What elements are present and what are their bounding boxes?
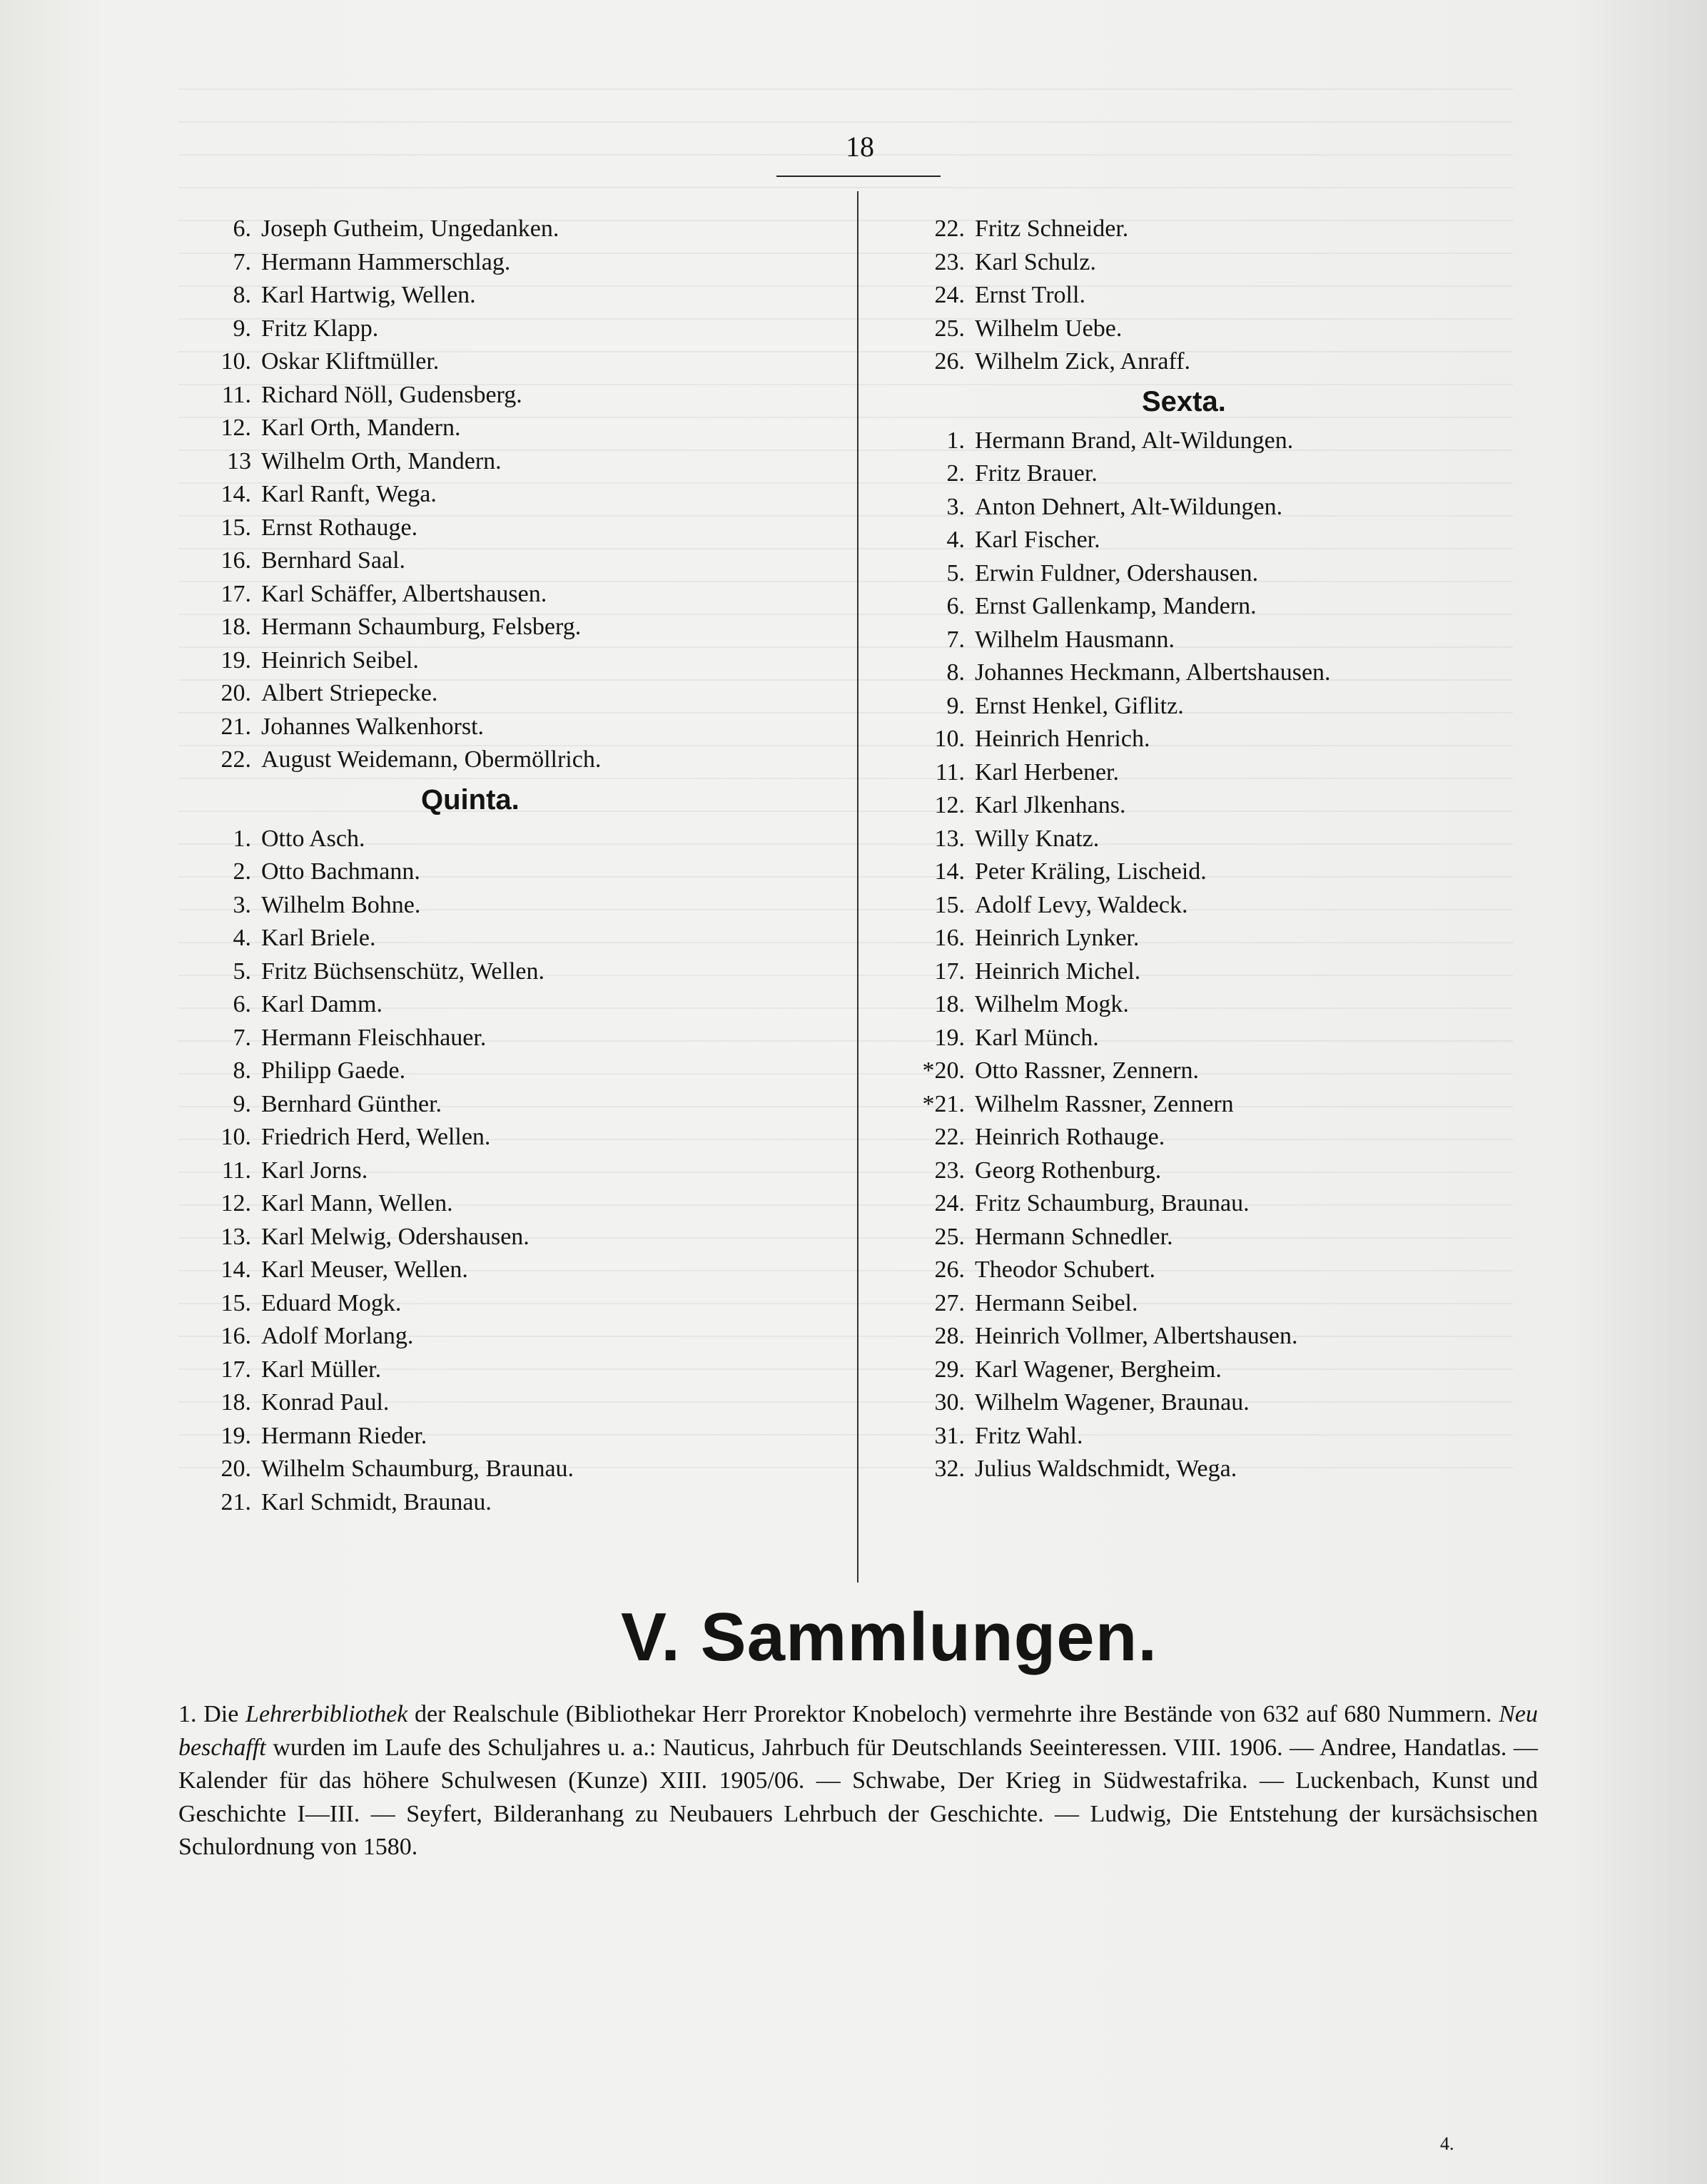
list-item-number: 31. [934,1422,965,1449]
list-item [171,213,842,246]
list-item [885,1320,1527,1353]
list-item [171,1088,842,1122]
list-item-name: Otto Rassner, Zennern. [975,1057,1200,1084]
list-item-name: Wilhelm Zick, Anraff. [975,348,1191,375]
list-item-number: 13. [934,825,965,852]
column-divider [857,191,858,1583]
list-item-number: 30. [934,1389,965,1416]
list-item-number: 18. [221,1389,251,1416]
list-item [171,379,842,412]
list-item-name: Hermann Seibel. [975,1289,1138,1316]
list-item-number: 12. [934,792,965,818]
list-item-name: Willy Knatz. [975,825,1100,852]
list-item [885,246,1527,280]
list-item-name: Karl Briele. [261,925,376,951]
list-item-number: 15. [221,514,251,541]
list-item-number: 27. [934,1289,965,1316]
list-item-name: Oskar Kliftmüller. [261,348,440,375]
list-item [885,1154,1527,1188]
list-item [171,1320,842,1353]
list-item-name: Anton Dehnert, Alt-Wildungen. [975,493,1283,520]
list-item-number: 6. [233,215,251,242]
list-item [885,756,1527,790]
list-item [885,889,1527,923]
list-item-name: Konrad Paul. [261,1389,390,1416]
list-item [171,1453,842,1486]
list-item-name: August Weidemann, Obermöllrich. [261,746,602,773]
list-item-name: Johannes Heckmann, Albertshausen. [975,659,1331,686]
list-item-number: 3. [233,891,251,918]
list-item [171,743,842,777]
header-rule [776,176,941,177]
list-item-number: 24. [934,282,965,308]
list-item-name: Karl Schäffer, Albertshausen. [261,580,547,607]
list-item [171,478,842,512]
list-item [171,578,842,611]
list-item-name: Erwin Fuldner, Odershausen. [975,559,1259,586]
list-item-name: Karl Münch. [975,1024,1099,1051]
list-item-name: Friedrich Herd, Wellen. [261,1124,491,1150]
list-item-name: Heinrich Seibel. [261,646,419,674]
collections-paragraph [178,1698,1538,1864]
list-item-number: 7. [946,626,965,653]
list-item [171,1254,842,1287]
list-item [885,524,1527,557]
list-item [171,1154,842,1188]
list-item-name: Wilhelm Orth, Mandern. [261,447,502,474]
list-item-number: 20. [221,1456,251,1482]
list-item-name: Heinrich Henrich. [975,726,1150,752]
student-list-sexta [885,425,1527,1486]
list-item [171,988,842,1022]
list-item [171,644,842,678]
list-item [171,1187,842,1221]
list-item [885,1088,1527,1122]
list-item-name: Heinrich Michel. [975,958,1141,985]
list-item-name: Heinrich Rothauge. [975,1124,1165,1150]
list-item [171,711,842,744]
list-item-number: 16. [221,1323,251,1349]
list-item-number: 23. [934,1157,965,1184]
list-item-name: Hermann Fleischhauer. [261,1024,487,1051]
list-item-number: 3. [946,493,965,520]
list-item [171,544,842,578]
list-item [885,345,1527,379]
list-item-name: Johannes Walkenhorst. [261,713,485,740]
list-item-number: 25. [934,315,965,342]
list-item-name: Karl Orth, Mandern. [261,415,461,441]
list-item-number: 2. [946,460,965,487]
student-list-quarta-continued [171,213,842,777]
list-item-number: 9. [233,315,251,342]
list-item [885,1254,1527,1287]
list-item [885,955,1527,989]
list-item-number: 10. [934,726,965,752]
list-item-name: Adolf Levy, Waldeck. [975,891,1188,918]
list-item-number: 14. [221,1256,251,1283]
list-item-number: 4. [946,527,965,553]
list-item-number: 26. [934,348,965,375]
list-item [885,855,1527,889]
list-item [885,213,1527,246]
list-item-number: 9. [946,692,965,719]
list-item-name: Fritz Brauer. [975,460,1098,487]
list-item [171,1121,842,1154]
list-item-number: 12. [221,415,251,441]
list-item-number: 20. [221,680,251,706]
list-item-number: 24. [934,1190,965,1217]
list-item-number: 17. [221,1356,251,1383]
list-item-number: 7. [233,248,251,275]
list-item-number: 22. [221,746,251,773]
para-italic-1: Lehrerbibliothek [245,1701,408,1727]
list-item-name: Fritz Wahl. [975,1422,1083,1449]
list-item-name: Karl Müller. [261,1356,382,1383]
list-item [171,412,842,445]
list-item-name: Fritz Klapp. [261,315,379,342]
list-item-name: Karl Jlkenhans. [975,792,1126,818]
list-item-name: Wilhelm Rassner, Zennern [975,1090,1234,1117]
list-item-number: 16. [934,925,965,951]
list-item-number: 21. [221,713,251,740]
list-item-number: 10. [221,1124,251,1150]
list-item [171,1486,842,1520]
list-item-name: Wilhelm Uebe. [975,315,1123,342]
list-item-name: Hermann Schaumburg, Felsberg. [261,614,582,640]
list-item-number: 14. [221,481,251,507]
list-item-number: 6. [946,593,965,619]
heading-quinta: Quinta. [421,783,520,816]
list-item-name: Otto Bachmann. [261,858,420,885]
right-column [885,213,1527,1486]
list-item [885,789,1527,823]
list-item-number: 22. [934,215,965,242]
list-item-name: Theodor Schubert. [975,1256,1156,1283]
list-item-name: Karl Schmidt, Braunau. [261,1488,492,1515]
list-item-number: 9. [233,1090,251,1117]
list-item [171,1353,842,1387]
list-item-number: 7. [233,1024,251,1051]
list-item [885,988,1527,1022]
list-item [885,279,1527,313]
list-item [885,313,1527,346]
list-item-number: 18. [934,991,965,1017]
list-item-name: Philipp Gaede. [261,1057,406,1084]
heading-sexta: Sexta. [1142,385,1226,417]
list-item-name: Wilhelm Mogk. [975,991,1129,1017]
list-item [171,445,842,479]
list-item-number: 25. [934,1223,965,1250]
list-item-number: 8. [233,1057,251,1084]
list-item-name: Albert Striepecke. [261,680,438,706]
list-item-name: Eduard Mogk. [261,1289,402,1316]
list-item-name: Ernst Gallenkamp, Mandern. [975,593,1257,619]
list-item-number: 13. [221,1223,251,1250]
list-item [885,1055,1527,1088]
list-item [885,723,1527,756]
list-item-name: Wilhelm Hausmann. [975,626,1175,653]
list-item-number: *20. [922,1057,965,1084]
list-item-name: Fritz Schneider. [975,215,1129,242]
list-item-name: Wilhelm Wagener, Braunau. [975,1389,1250,1416]
list-item-name: Karl Herbener. [975,758,1120,786]
list-item-number: 32. [934,1456,965,1482]
list-item [171,1221,842,1254]
list-item [885,1386,1527,1420]
list-item-number: 19. [934,1024,965,1051]
list-item-name: Karl Melwig, Odershausen. [261,1223,530,1250]
student-list-quinta-continued [885,213,1527,379]
list-item [885,624,1527,657]
list-item-name: Karl Ranft, Wega. [261,481,437,507]
section-title: V. Sammlungen. [621,1599,1158,1675]
list-item-name: Ernst Troll. [975,282,1085,308]
list-item-number: 15. [221,1289,251,1316]
list-item [885,1453,1527,1486]
list-item-name: Georg Rothenburg. [975,1157,1162,1184]
list-item [171,823,842,856]
list-item-name: Hermann Rieder. [261,1422,427,1449]
list-item-name: Karl Wagener, Bergheim. [975,1356,1222,1383]
list-item [885,1353,1527,1387]
list-item [885,922,1527,955]
list-item [171,1420,842,1453]
list-item-number: 8. [946,659,965,686]
list-item [171,246,842,280]
list-item [885,1287,1527,1321]
list-item [885,590,1527,624]
list-item-number: *21. [922,1090,965,1117]
list-item-name: Otto Asch. [261,825,365,852]
list-item [885,656,1527,690]
list-item-name: Karl Jorns. [261,1157,368,1184]
list-item [171,512,842,545]
list-item-number: 19. [221,646,251,674]
student-list-quinta [171,823,842,1520]
list-item-name: Hermann Brand, Alt-Wildungen. [975,427,1294,454]
list-item-number: 15. [934,891,965,918]
para-text-3: wurden im Laufe des Schuljahres u. a.: Nauticus, Jahrbuch für Deutschlands Seeinteressen. VIII. 1906. — Andree, Handatlas. — Kalender für das höhere Schulwesen (Kunze) XIII. 1905/06. — Schwabe, Der Krieg in Südwestafrika. — Luckenbach, Kunst und Geschichte I—III. — Seyfert, Bilderanhang zu Neubauers Lehrbuch der Geschichte. — Ludwig, Die Entstehung der kursächsischen Schulordnung von 1580. [178,1734,1538,1860]
para-italic-2: Neu beschafft [178,1701,1538,1761]
list-item-number: 17. [221,580,251,607]
list-item-number: 14. [934,858,965,885]
list-item [171,922,842,955]
list-item-name: Karl Meuser, Wellen. [261,1256,468,1283]
list-item-name: Hermann Schnedler. [975,1223,1173,1250]
list-item-name: Fritz Büchsenschütz, Wellen. [261,958,544,985]
list-item [885,823,1527,856]
list-item-number: 23. [934,248,965,275]
list-item-name: Karl Mann, Wellen. [261,1190,453,1217]
list-item-number: 4. [233,925,251,951]
list-item [171,279,842,313]
list-item [885,1187,1527,1221]
list-item [171,345,842,379]
list-item-number: 17. [934,958,965,985]
list-item-number: 19. [221,1422,251,1449]
list-item-number: 8. [233,282,251,308]
list-item [171,1022,842,1055]
list-item-number: 11. [221,1157,251,1184]
list-item-number: 11. [935,758,965,786]
list-item-name: Julius Waldschmidt, Wega. [975,1456,1237,1482]
list-item-number: 1. [946,427,965,454]
list-item-number: 29. [934,1356,965,1383]
list-item-number: 28. [934,1323,965,1349]
list-item [171,889,842,923]
list-item-name: Bernhard Günther. [261,1090,442,1117]
list-item [171,1287,842,1321]
list-item [885,1221,1527,1254]
list-item [885,425,1527,458]
list-item-name: Hermann Hammerschlag. [261,248,511,275]
list-item-number: 12. [221,1190,251,1217]
list-item-number: 11. [221,381,251,408]
list-item-number: 13 [227,447,251,474]
list-item-name: Fritz Schaumburg, Braunau. [975,1190,1250,1217]
list-item-number: 10. [221,348,251,375]
list-item-name: Wilhelm Schaumburg, Braunau. [261,1456,574,1482]
list-item-name: Karl Fischer. [975,527,1100,553]
list-item [171,1386,842,1420]
list-item [171,955,842,989]
page-number: 18 [846,131,874,163]
list-item [171,1055,842,1088]
list-item-number: 26. [934,1256,965,1283]
list-item [885,1420,1527,1453]
list-item-name: Bernhard Saal. [261,547,406,574]
list-item-number: 1. [233,825,251,852]
list-item-name: Peter Kräling, Lischeid. [975,858,1207,885]
list-item-name: Heinrich Lynker. [975,925,1140,951]
list-item-number: 18. [221,614,251,640]
list-item-number: 6. [233,991,251,1017]
list-item-name: Karl Damm. [261,991,383,1017]
list-item-number: 22. [934,1124,965,1150]
list-item-name: Ernst Henkel, Giflitz. [975,692,1184,719]
list-item-name: Richard Nöll, Gudensberg. [261,381,522,408]
list-item [171,313,842,346]
list-item-name: Karl Schulz. [975,248,1096,275]
left-column [171,213,842,1519]
list-item [885,491,1527,524]
list-item [171,855,842,889]
signature-mark: 4. [1440,2133,1454,2154]
list-item [885,1022,1527,1055]
list-item-name: Heinrich Vollmer, Albertshausen. [975,1323,1298,1349]
list-item [171,677,842,711]
list-item [171,611,842,644]
list-item [885,457,1527,491]
list-item [885,1121,1527,1154]
list-item-number: 5. [233,958,251,985]
list-item-name: Ernst Rothauge. [261,514,418,541]
para-text-2: der Realschule (Bibliothekar Herr Prorektor Knobeloch) vermehrte ihre Bestände von 632 auf 680 Nummern. [407,1701,1499,1727]
list-item-number: 16. [221,547,251,574]
list-item-number: 2. [233,858,251,885]
list-item [885,690,1527,723]
list-item-number: 5. [946,559,965,586]
list-item [885,557,1527,591]
list-item-number: 21. [221,1488,251,1515]
list-item-name: Joseph Gutheim, Ungedanken. [261,215,559,242]
para-text-1: 1. Die [178,1701,246,1727]
list-item-name: Karl Hartwig, Wellen. [261,282,476,308]
list-item-name: Wilhelm Bohne. [261,891,421,918]
list-item-name: Adolf Morlang. [261,1323,414,1349]
